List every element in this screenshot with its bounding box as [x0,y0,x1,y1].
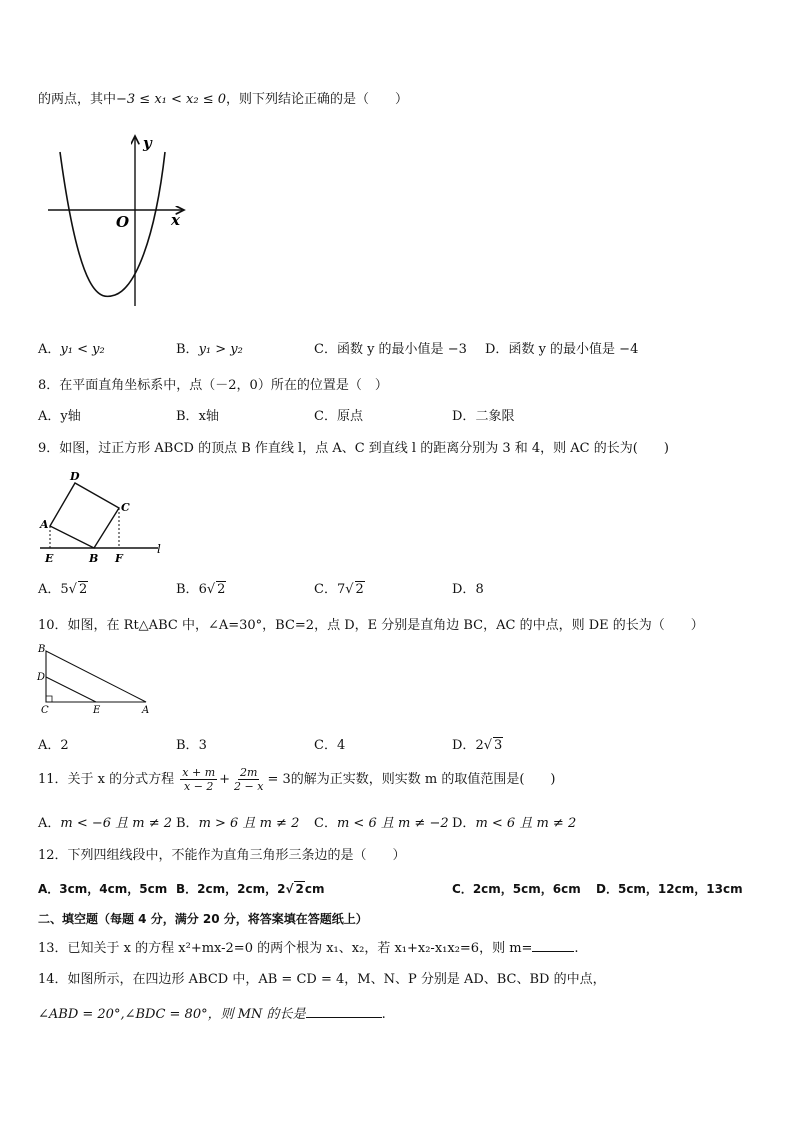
q7-option-a[interactable]: A．y₁ < y₂ [38,342,105,357]
q12-option-a[interactable]: A．3cm，4cm，5cm [38,882,168,896]
section-2-title: 二、填空题（每题 4 分，满分 20 分，将答案填在答题纸上） [38,912,368,926]
q9-label-d: D [70,470,80,483]
q9-option-a[interactable]: A．5√ 2 [38,582,88,597]
q11-option-a[interactable]: A．m < −6 且 m ≠ 2 [38,816,173,831]
q7-x-label: x [171,211,180,229]
q7-option-c[interactable]: C．函数 y 的最小值是 −3 [314,342,467,357]
q11-option-c[interactable]: C．m < 6 且 m ≠ −2 [314,816,449,831]
q10-label-c: C [41,705,49,716]
q10-option-d[interactable]: D．2√ 3 [452,738,503,753]
q7-parabola-graph [40,130,200,310]
q9-label-f: F [115,552,123,565]
q14-stem-line-1: 14．如图所示，在四边形 ABCD 中，AB = CD = 4，M、N、P 分别是 AD、BC、BD 的中点， [38,972,606,987]
q10-option-a[interactable]: A．2 [38,738,69,753]
q9-square [50,483,119,548]
q14-stem-line-2: ∠ABD = 20°,∠BDC = 80°，则 MN 的长是 . [38,1007,386,1022]
q7-origin-label: O [116,213,130,231]
q7-option-b[interactable]: B．y₁ > y₂ [176,342,243,357]
q13-stem: 13．已知关于 x 的方程 x²+mx-2=0 的两个根为 x₁、x₂，若 x₁+x₂-x₁x₂=6，则 m= . [38,941,579,956]
q9-stem: 9．如图，过正方形 ABCD 的顶点 B 作直线 l，点 A、C 到直线 l 的距离分别为 3 和 4，则 AC 的长为( ) [38,441,669,456]
q10-option-c[interactable]: C．4 [314,738,346,753]
q7-stem: 的两点，其中−3 ≤ x₁ < x₂ ≤ 0，则下列结论正确的是（ ） [38,92,409,107]
q11-option-b[interactable]: B．m > 6 且 m ≠ 2 [176,816,300,831]
q11-fraction-2: $\frac{2m}{2 - x}$ [234,766,264,793]
q7-y-label: y [143,134,152,152]
q8-option-c[interactable]: C．原点 [314,409,363,424]
q8-option-d[interactable]: D．二象限 [452,409,515,424]
q11-fraction-1: $\frac{x + m}{x - 2}$ [182,766,216,793]
q9-option-b[interactable]: B．6√ 2 [176,582,226,597]
q12-stem: 12．下列四组线段中，不能作为直角三角形三条边的是（ ） [38,848,406,863]
q14-answer-blank[interactable] [306,1005,382,1018]
q9-label-a: A [40,518,49,531]
q10-label-a: A [142,705,150,716]
q11-option-d[interactable]: D．m < 6 且 m ≠ 2 [452,816,577,831]
q8-option-b[interactable]: B．x轴 [176,409,219,424]
q9-option-c[interactable]: C．7√ 2 [314,582,364,597]
q10-label-d: D [37,672,46,683]
q9-square-figure [36,466,170,566]
q10-segment-de [46,677,96,702]
q10-option-b[interactable]: B．3 [176,738,207,753]
q10-stem: 10．如图，在 Rt△ABC 中，∠A=30°，BC=2，点 D，E 分别是直角边 BC，AC 的中点，则 DE 的长为（ ） [38,618,704,633]
q7-option-d[interactable]: D．函数 y 的最小值是 −4 [485,342,639,357]
q13-answer-blank[interactable] [532,939,574,952]
q9-label-e: E [45,552,54,565]
q10-right-angle-mark [46,696,52,702]
q9-label-c: C [121,501,130,514]
q9-label-l: l [157,542,161,556]
q7-parabola-curve [60,152,165,296]
q7-condition: −3 ≤ x₁ < x₂ ≤ 0 [116,92,227,107]
q8-option-a[interactable]: A．y轴 [38,409,81,424]
q12-option-b[interactable]: B．2cm，2cm，2√ 2cm [176,882,325,896]
q9-option-d[interactable]: D．8 [452,582,484,597]
q12-option-d[interactable]: D．5cm，12cm，13cm [596,882,743,896]
q10-label-e: E [93,705,101,716]
q8-stem: 8．在平面直角坐标系中，点（－2，0）所在的位置是（ ） [38,378,388,393]
q9-label-b: B [89,552,99,565]
q10-label-b: B [38,644,46,655]
q12-option-c[interactable]: C．2cm，5cm，6cm [452,882,581,896]
q10-triangle [46,651,146,702]
q10-triangle-figure [36,642,156,716]
q11-stem: 11．关于 x 的分式方程 $\frac{x + m}{x - 2}$ + $\frac{2m}{2 - x}$ = 3的解为正实数，则实数 m 的取值范围是( ) [38,766,556,793]
